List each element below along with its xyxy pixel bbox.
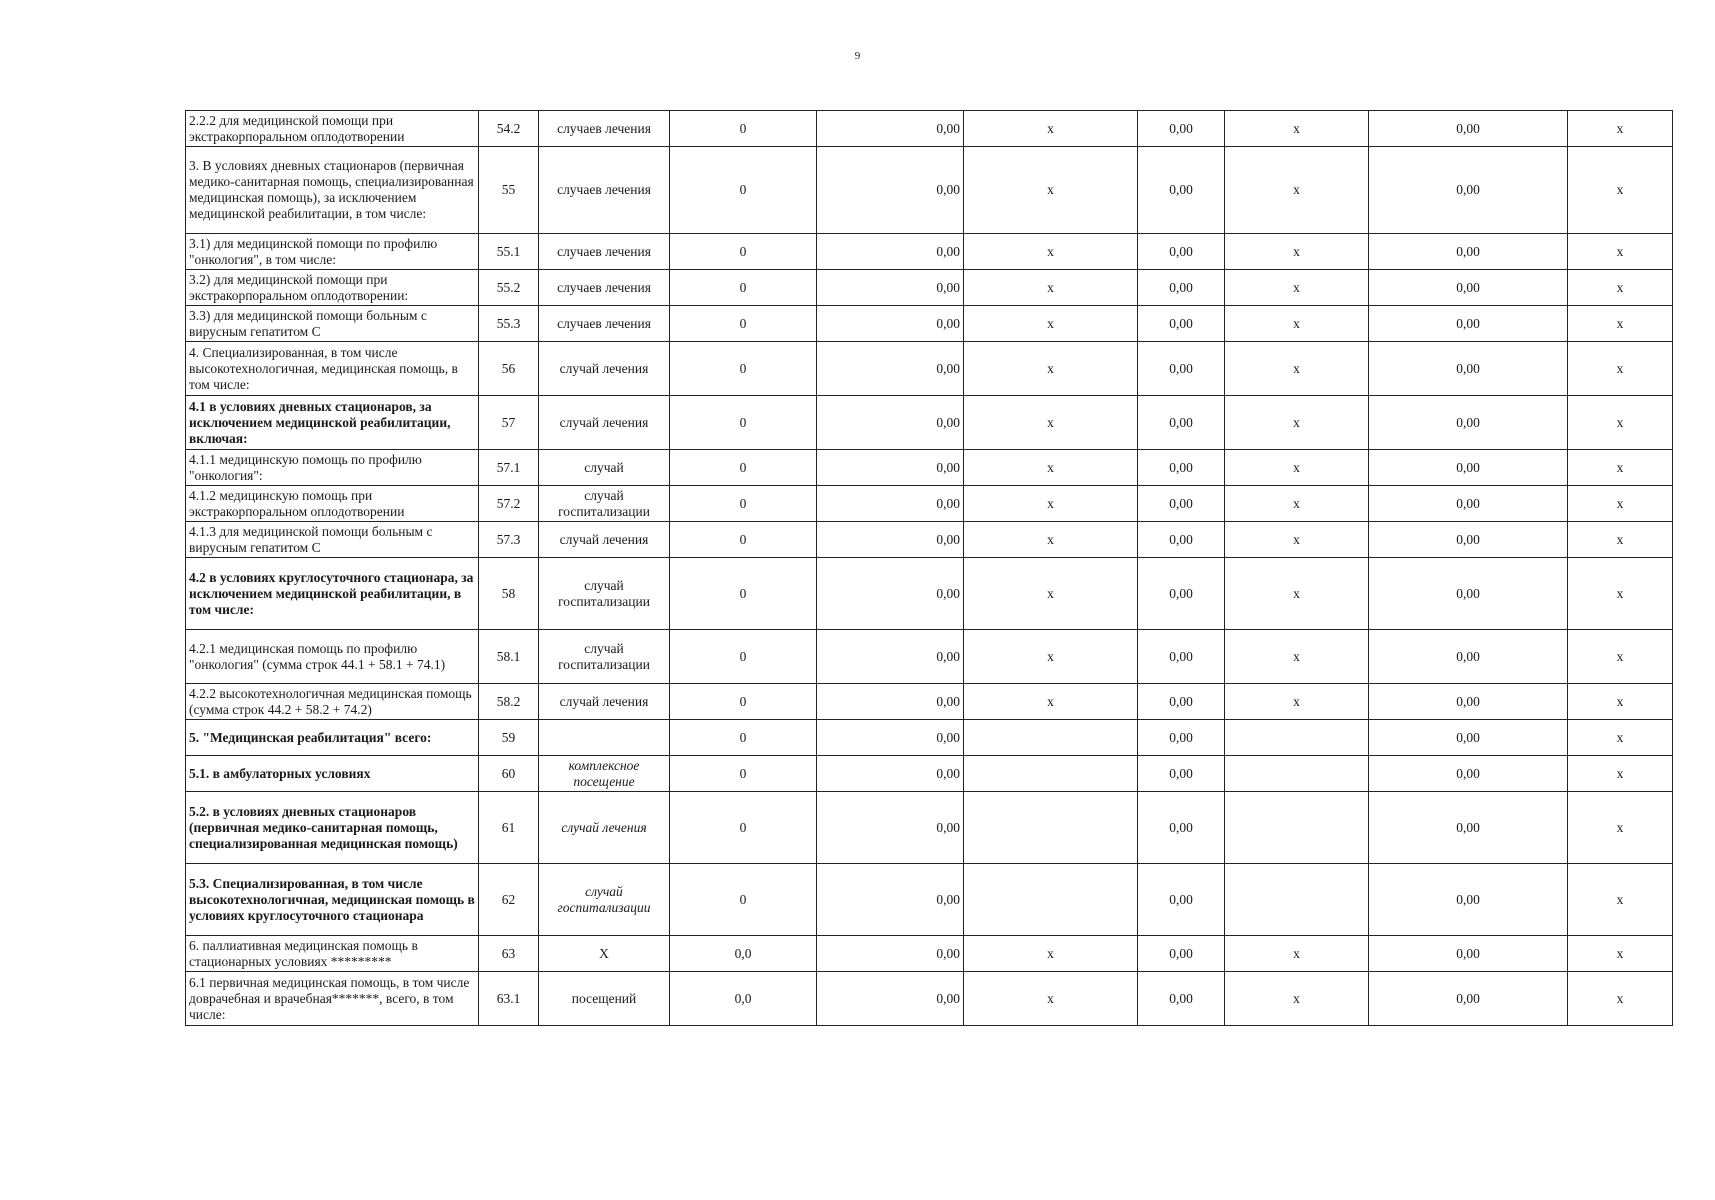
row-col5-cell: 0,00 <box>817 147 964 234</box>
row-col10-cell: x <box>1568 756 1673 792</box>
row-name-cell: 4.2.1 медицинская помощь по профилю "онкология" (сумма строк 44.1 + 58.1 + 74.1) <box>186 630 479 684</box>
row-code-cell: 55 <box>479 147 539 234</box>
row-col4-cell: 0,0 <box>670 972 817 1026</box>
row-name-cell: 6.1 первичная медицинская помощь, в том числе доврачебная и врачебная*******, всего, в том числе: <box>186 972 479 1026</box>
row-col9-cell: 0,00 <box>1369 111 1568 147</box>
row-col6-cell: x <box>964 396 1138 450</box>
row-col6-cell: x <box>964 558 1138 630</box>
row-col7-cell: 0,00 <box>1138 450 1225 486</box>
row-col8-cell: x <box>1225 306 1369 342</box>
row-unit-cell: случай лечения <box>539 792 670 864</box>
row-col10-cell: x <box>1568 684 1673 720</box>
row-col6-cell: x <box>964 234 1138 270</box>
row-col5-cell: 0,00 <box>817 684 964 720</box>
row-code-cell: 57 <box>479 396 539 450</box>
table-row <box>186 270 1673 306</box>
row-col10-cell: x <box>1568 720 1673 756</box>
row-col6-cell: x <box>964 306 1138 342</box>
row-code-cell: 57.3 <box>479 522 539 558</box>
row-col9-cell: 0,00 <box>1369 270 1568 306</box>
row-col10-cell: x <box>1568 342 1673 396</box>
row-code-cell: 55.2 <box>479 270 539 306</box>
row-col6-cell <box>964 720 1138 756</box>
row-unit-cell: X <box>539 936 670 972</box>
row-col8-cell <box>1225 864 1369 936</box>
row-col10-cell: x <box>1568 630 1673 684</box>
row-unit-cell: случай <box>539 450 670 486</box>
row-col8-cell: x <box>1225 147 1369 234</box>
row-code-cell: 63 <box>479 936 539 972</box>
row-col10-cell: x <box>1568 306 1673 342</box>
row-col9-cell: 0,00 <box>1369 720 1568 756</box>
row-unit-cell: случай госпитализации <box>539 486 670 522</box>
row-name-cell: 6. паллиативная медицинская помощь в стационарных условиях ********* <box>186 936 479 972</box>
row-name-cell: 5.2. в условиях дневных стационаров (первичная медико-санитарная помощь, специализированная медицинская помощь) <box>186 792 479 864</box>
row-col5-cell: 0,00 <box>817 756 964 792</box>
row-unit-cell: посещений <box>539 972 670 1026</box>
row-col8-cell: x <box>1225 111 1369 147</box>
table-row <box>186 756 1673 792</box>
row-col7-cell: 0,00 <box>1138 306 1225 342</box>
row-col4-cell: 0 <box>670 864 817 936</box>
row-col4-cell: 0 <box>670 558 817 630</box>
row-col8-cell: x <box>1225 486 1369 522</box>
row-unit-cell: комплексное посещение <box>539 756 670 792</box>
table-row <box>186 864 1673 936</box>
row-col7-cell: 0,00 <box>1138 720 1225 756</box>
row-col5-cell: 0,00 <box>817 792 964 864</box>
row-col9-cell: 0,00 <box>1369 792 1568 864</box>
row-col6-cell: x <box>964 936 1138 972</box>
row-col9-cell: 0,00 <box>1369 972 1568 1026</box>
row-col8-cell: x <box>1225 450 1369 486</box>
row-col8-cell: x <box>1225 972 1369 1026</box>
table-row <box>186 147 1673 234</box>
row-col7-cell: 0,00 <box>1138 864 1225 936</box>
row-col10-cell: x <box>1568 792 1673 864</box>
row-col9-cell: 0,00 <box>1369 864 1568 936</box>
row-col4-cell: 0 <box>670 684 817 720</box>
table-row <box>186 486 1673 522</box>
row-unit-cell: случай лечения <box>539 396 670 450</box>
row-unit-cell: случаев лечения <box>539 234 670 270</box>
row-col6-cell: x <box>964 630 1138 684</box>
row-col5-cell: 0,00 <box>817 234 964 270</box>
row-col7-cell: 0,00 <box>1138 558 1225 630</box>
row-col6-cell: x <box>964 972 1138 1026</box>
row-col5-cell: 0,00 <box>817 450 964 486</box>
row-code-cell: 56 <box>479 342 539 396</box>
row-col5-cell: 0,00 <box>817 306 964 342</box>
row-name-cell: 3.2) для медицинской помощи при экстракорпоральном оплодотворении: <box>186 270 479 306</box>
row-col7-cell: 0,00 <box>1138 270 1225 306</box>
table-row <box>186 450 1673 486</box>
row-unit-cell: случай госпитализации <box>539 864 670 936</box>
row-col5-cell: 0,00 <box>817 342 964 396</box>
row-unit-cell: случай госпитализации <box>539 630 670 684</box>
row-name-cell: 4.2.2 высокотехнологичная медицинская помощь (сумма строк 44.2 + 58.2 + 74.2) <box>186 684 479 720</box>
row-col4-cell: 0 <box>670 486 817 522</box>
row-code-cell: 55.3 <box>479 306 539 342</box>
table-row <box>186 558 1673 630</box>
row-col6-cell: x <box>964 450 1138 486</box>
row-name-cell: 5.3. Специализированная, в том числе высокотехнологичная, медицинская помощь в условиях круглосуточного стационара <box>186 864 479 936</box>
row-col9-cell: 0,00 <box>1369 936 1568 972</box>
row-name-cell: 4.1 в условиях дневных стационаров, за исключением медицинской реабилитации, включая: <box>186 396 479 450</box>
row-col5-cell: 0,00 <box>817 396 964 450</box>
row-name-cell: 4.1.1 медицинскую помощь по профилю "онкология": <box>186 450 479 486</box>
row-col4-cell: 0 <box>670 630 817 684</box>
row-name-cell: 4.1.2 медицинскую помощь при экстракорпоральном оплодотворении <box>186 486 479 522</box>
table-row <box>186 792 1673 864</box>
row-code-cell: 55.1 <box>479 234 539 270</box>
row-col10-cell: x <box>1568 486 1673 522</box>
row-code-cell: 57.2 <box>479 486 539 522</box>
row-code-cell: 62 <box>479 864 539 936</box>
row-col4-cell: 0 <box>670 396 817 450</box>
row-name-cell: 3. В условиях дневных стационаров (первичная медико-санитарная помощь, специализированная медицинская помощь), за исключением медицинской реабилитации, в том числе: <box>186 147 479 234</box>
row-col9-cell: 0,00 <box>1369 450 1568 486</box>
row-col4-cell: 0 <box>670 450 817 486</box>
row-col4-cell: 0 <box>670 522 817 558</box>
table-row <box>186 684 1673 720</box>
row-col4-cell: 0 <box>670 111 817 147</box>
row-col8-cell: x <box>1225 396 1369 450</box>
row-unit-cell <box>539 720 670 756</box>
row-col7-cell: 0,00 <box>1138 756 1225 792</box>
row-col7-cell: 0,00 <box>1138 972 1225 1026</box>
table-row <box>186 306 1673 342</box>
row-col9-cell: 0,00 <box>1369 522 1568 558</box>
table-row <box>186 342 1673 396</box>
row-name-cell: 3.3) для медицинской помощи больным с вирусным гепатитом С <box>186 306 479 342</box>
row-code-cell: 58 <box>479 558 539 630</box>
row-col4-cell: 0 <box>670 147 817 234</box>
row-col5-cell: 0,00 <box>817 630 964 684</box>
row-name-cell: 4. Специализированная, в том числе высокотехнологичная, медицинская помощь, в том числе: <box>186 342 479 396</box>
row-col6-cell: x <box>964 147 1138 234</box>
row-col7-cell: 0,00 <box>1138 936 1225 972</box>
row-name-cell: 4.1.3 для медицинской помощи больным с вирусным гепатитом С <box>186 522 479 558</box>
row-col8-cell: x <box>1225 630 1369 684</box>
row-col5-cell: 0,00 <box>817 936 964 972</box>
row-col8-cell <box>1225 720 1369 756</box>
row-col9-cell: 0,00 <box>1369 486 1568 522</box>
table-row <box>186 720 1673 756</box>
row-name-cell: 2.2.2 для медицинской помощи при экстракорпоральном оплодотворении <box>186 111 479 147</box>
row-col5-cell: 0,00 <box>817 720 964 756</box>
report-table <box>185 110 1673 1026</box>
row-code-cell: 63.1 <box>479 972 539 1026</box>
row-col8-cell: x <box>1225 270 1369 306</box>
row-unit-cell: случай лечения <box>539 684 670 720</box>
row-code-cell: 54.2 <box>479 111 539 147</box>
row-col4-cell: 0 <box>670 720 817 756</box>
row-col7-cell: 0,00 <box>1138 111 1225 147</box>
row-col6-cell <box>964 756 1138 792</box>
row-col8-cell <box>1225 756 1369 792</box>
row-col7-cell: 0,00 <box>1138 396 1225 450</box>
row-col6-cell: x <box>964 270 1138 306</box>
row-col4-cell: 0 <box>670 270 817 306</box>
row-col10-cell: x <box>1568 111 1673 147</box>
row-col10-cell: x <box>1568 450 1673 486</box>
row-col9-cell: 0,00 <box>1369 558 1568 630</box>
row-col9-cell: 0,00 <box>1369 396 1568 450</box>
row-unit-cell: случай лечения <box>539 522 670 558</box>
row-col5-cell: 0,00 <box>817 111 964 147</box>
row-col10-cell: x <box>1568 522 1673 558</box>
row-col10-cell: x <box>1568 270 1673 306</box>
row-col10-cell: x <box>1568 936 1673 972</box>
row-name-cell: 5. "Медицинская реабилитация" всего: <box>186 720 479 756</box>
row-col7-cell: 0,00 <box>1138 342 1225 396</box>
row-col6-cell: x <box>964 486 1138 522</box>
row-col7-cell: 0,00 <box>1138 684 1225 720</box>
row-col7-cell: 0,00 <box>1138 234 1225 270</box>
row-col5-cell: 0,00 <box>817 270 964 306</box>
row-col5-cell: 0,00 <box>817 864 964 936</box>
row-unit-cell: случаев лечения <box>539 306 670 342</box>
row-code-cell: 60 <box>479 756 539 792</box>
row-col4-cell: 0 <box>670 234 817 270</box>
row-col9-cell: 0,00 <box>1369 684 1568 720</box>
table-row <box>186 396 1673 450</box>
row-col5-cell: 0,00 <box>817 558 964 630</box>
row-col4-cell: 0,0 <box>670 936 817 972</box>
row-code-cell: 58.2 <box>479 684 539 720</box>
row-col8-cell: x <box>1225 936 1369 972</box>
table-row <box>186 972 1673 1026</box>
row-col8-cell: x <box>1225 558 1369 630</box>
row-col10-cell: x <box>1568 972 1673 1026</box>
row-unit-cell: случаев лечения <box>539 111 670 147</box>
row-col10-cell: x <box>1568 234 1673 270</box>
row-col9-cell: 0,00 <box>1369 306 1568 342</box>
row-col9-cell: 0,00 <box>1369 630 1568 684</box>
row-col10-cell: x <box>1568 147 1673 234</box>
row-unit-cell: случаев лечения <box>539 270 670 306</box>
row-code-cell: 57.1 <box>479 450 539 486</box>
row-col4-cell: 0 <box>670 306 817 342</box>
row-col4-cell: 0 <box>670 756 817 792</box>
row-col6-cell: x <box>964 684 1138 720</box>
row-col9-cell: 0,00 <box>1369 756 1568 792</box>
row-name-cell: 5.1. в амбулаторных условиях <box>186 756 479 792</box>
row-col4-cell: 0 <box>670 342 817 396</box>
row-col10-cell: x <box>1568 864 1673 936</box>
row-code-cell: 58.1 <box>479 630 539 684</box>
page-number: 9 <box>854 50 861 62</box>
row-code-cell: 61 <box>479 792 539 864</box>
row-col9-cell: 0,00 <box>1369 342 1568 396</box>
row-unit-cell: случай госпитализации <box>539 558 670 630</box>
row-name-cell: 4.2 в условиях круглосуточного стационара, за исключением медицинской реабилитации, в том числе: <box>186 558 479 630</box>
table-row <box>186 936 1673 972</box>
row-code-cell: 59 <box>479 720 539 756</box>
row-name-cell: 3.1) для медицинской помощи по профилю "онкология", в том числе: <box>186 234 479 270</box>
row-col10-cell: x <box>1568 396 1673 450</box>
row-col8-cell: x <box>1225 234 1369 270</box>
row-col7-cell: 0,00 <box>1138 486 1225 522</box>
table-row <box>186 522 1673 558</box>
row-col7-cell: 0,00 <box>1138 792 1225 864</box>
row-col5-cell: 0,00 <box>817 972 964 1026</box>
row-col8-cell: x <box>1225 342 1369 396</box>
row-col9-cell: 0,00 <box>1369 147 1568 234</box>
row-unit-cell: случаев лечения <box>539 147 670 234</box>
row-col5-cell: 0,00 <box>817 522 964 558</box>
row-col8-cell <box>1225 792 1369 864</box>
row-unit-cell: случай лечения <box>539 342 670 396</box>
row-col8-cell: x <box>1225 684 1369 720</box>
row-col5-cell: 0,00 <box>817 486 964 522</box>
row-col4-cell: 0 <box>670 792 817 864</box>
table-row <box>186 234 1673 270</box>
row-col7-cell: 0,00 <box>1138 522 1225 558</box>
row-col6-cell: x <box>964 342 1138 396</box>
row-col6-cell: x <box>964 111 1138 147</box>
table-row <box>186 630 1673 684</box>
row-col9-cell: 0,00 <box>1369 234 1568 270</box>
row-col6-cell <box>964 864 1138 936</box>
row-col7-cell: 0,00 <box>1138 147 1225 234</box>
row-col8-cell: x <box>1225 522 1369 558</box>
row-col6-cell: x <box>964 522 1138 558</box>
row-col10-cell: x <box>1568 558 1673 630</box>
row-col6-cell <box>964 792 1138 864</box>
row-col7-cell: 0,00 <box>1138 630 1225 684</box>
table-row <box>186 111 1673 147</box>
